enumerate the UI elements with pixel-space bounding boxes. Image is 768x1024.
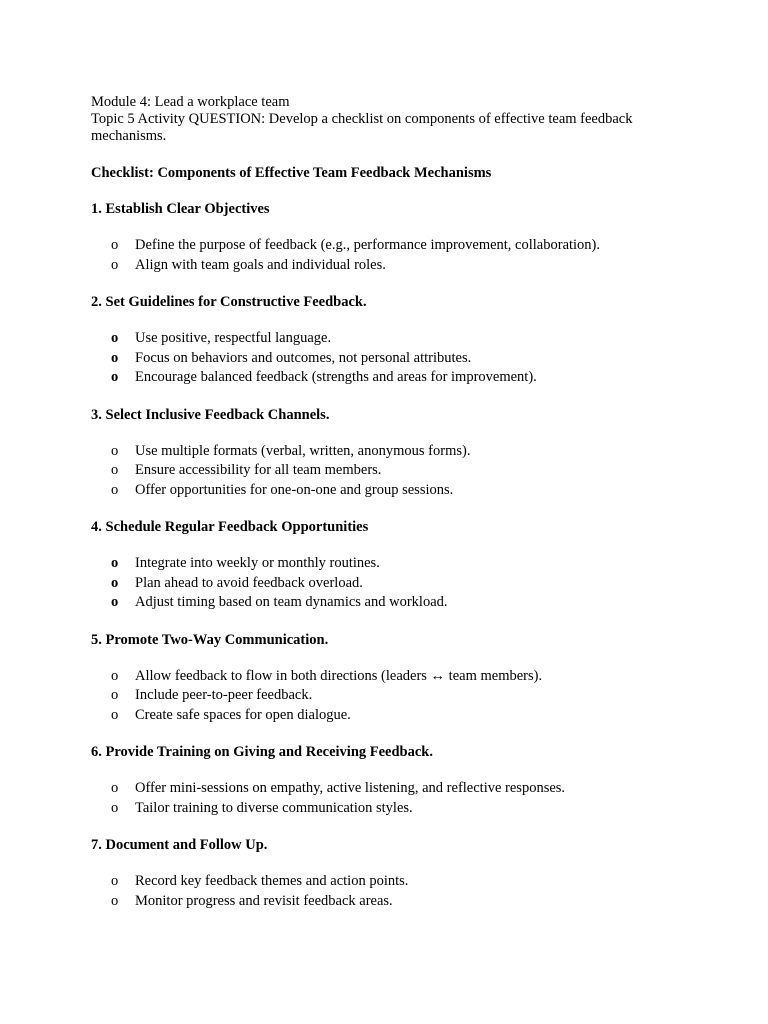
bullet-icon: o [111, 462, 119, 478]
section-heading: 7. Document and Follow Up. [91, 837, 268, 853]
checklist-item [91, 574, 671, 594]
checklist-item [91, 779, 671, 799]
checklist-item [91, 481, 671, 501]
checklist-item [91, 442, 671, 462]
section-heading: 2. Set Guidelines for Constructive Feedback. [91, 294, 367, 310]
checklist-section-2 [91, 294, 671, 388]
bullet-icon: o [111, 892, 119, 909]
bullet-icon: o [111, 873, 119, 889]
checklist-section-3 [91, 407, 671, 501]
bullet-icon: o [111, 799, 119, 816]
checklist-item-text: Create safe spaces for open dialogue. [135, 706, 351, 723]
checklist-section-4 [91, 519, 671, 613]
bullet-icon: o [111, 256, 119, 273]
checklist-item-text: Focus on behaviors and outcomes, not personal attributes. [135, 349, 472, 366]
section-heading: 6. Provide Training on Giving and Receiving Feedback. [91, 744, 433, 760]
checklist-item [91, 706, 671, 726]
checklist-item-text: Integrate into weekly or monthly routines. [135, 555, 380, 571]
checklist-section-6 [91, 744, 671, 818]
checklist-item-text: Ensure accessibility for all team members. [135, 462, 382, 478]
checklist-item [91, 593, 671, 613]
checklist-item [91, 667, 671, 687]
checklist-item-text: Monitor progress and revisit feedback areas. [135, 892, 393, 909]
bullet-icon: o [111, 594, 119, 610]
checklist-item [91, 799, 671, 819]
checklist-item [91, 256, 671, 276]
document-page [91, 94, 671, 911]
bullet-icon: o [111, 369, 119, 385]
checklist-item-text: Encourage balanced feedback (strengths and areas for improvement). [135, 369, 537, 385]
checklist-section-1 [91, 201, 671, 275]
checklist-item [91, 872, 671, 892]
bullet-icon: o [111, 481, 119, 498]
checklist-items [91, 554, 671, 613]
checklist-items [91, 329, 671, 388]
checklist-items [91, 667, 671, 726]
checklist-sections [91, 201, 671, 911]
checklist-item-text: Define the purpose of feedback (e.g., performance improvement, collaboration). [135, 237, 601, 253]
section-heading: 3. Select Inclusive Feedback Channels. [91, 406, 330, 423]
checklist-section-7 [91, 837, 671, 911]
checklist-section-5 [91, 632, 671, 726]
checklist-item [91, 329, 671, 349]
checklist-item [91, 892, 671, 912]
checklist-title: Checklist: Components of Effective Team Feedback Mechanisms [91, 165, 492, 181]
checklist-item-text: Plan ahead to avoid feedback overload. [135, 574, 363, 591]
checklist-item-text: Offer opportunities for one-on-one and group sessions. [135, 481, 454, 498]
checklist-item-text: Align with team goals and individual roles. [135, 256, 386, 273]
checklist-item-text: Allow feedback to flow in both directions (leaders ↔ team members). [135, 667, 543, 684]
checklist-item-text: Include peer-to-peer feedback. [135, 687, 313, 703]
section-heading: 4. Schedule Regular Feedback Opportunities [91, 519, 369, 535]
bullet-icon: o [111, 555, 119, 571]
bullet-icon: o [111, 780, 119, 796]
checklist-item-text: Offer mini-sessions on empathy, active listening, and reflective responses. [135, 780, 566, 796]
bullet-icon: o [111, 667, 119, 684]
bullet-icon: o [111, 574, 119, 591]
checklist-items [91, 442, 671, 501]
checklist-item [91, 554, 671, 574]
checklist-item [91, 686, 671, 706]
bullet-icon: o [111, 349, 119, 366]
checklist-items [91, 779, 671, 818]
bullet-icon: o [111, 687, 119, 703]
topic-question: Topic 5 Activity QUESTION: Develop a checklist on components of effective team feedback mechanisms. [91, 111, 633, 144]
checklist-item [91, 461, 671, 481]
section-heading: 1. Establish Clear Objectives [91, 201, 270, 217]
checklist-item-text: Use multiple formats (verbal, written, anonymous forms). [135, 442, 471, 459]
checklist-item-text: Tailor training to diverse communication styles. [135, 799, 413, 816]
checklist-items [91, 872, 671, 911]
bullet-icon: o [111, 237, 119, 253]
bullet-icon: o [111, 442, 119, 459]
bullet-icon: o [111, 330, 119, 346]
checklist-item [91, 349, 671, 369]
checklist-item-text: Record key feedback themes and action points. [135, 873, 409, 889]
bullet-icon: o [111, 706, 119, 723]
module-line: Module 4: Lead a workplace team [91, 94, 290, 110]
checklist-item-text: Use positive, respectful language. [135, 330, 332, 346]
checklist-item-text: Adjust timing based on team dynamics and workload. [135, 594, 448, 610]
checklist-items [91, 236, 671, 275]
checklist-item [91, 236, 671, 256]
section-heading: 5. Promote Two-Way Communication. [91, 631, 329, 648]
checklist-item [91, 368, 671, 388]
